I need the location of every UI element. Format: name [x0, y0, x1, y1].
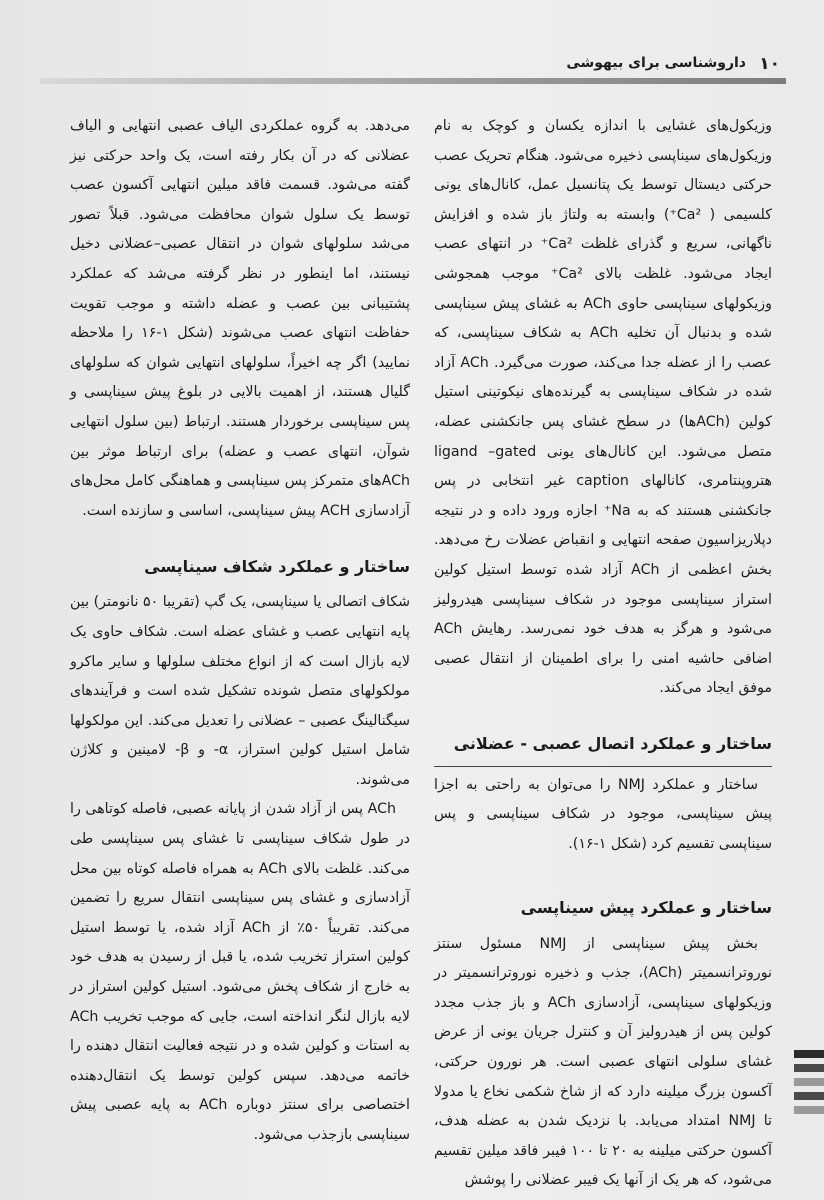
- left-intro-paragraph: می‌دهد. به گروه عملکردی الیاف عصبی انتهایی و الیاف عضلانی که در آن بکار رفته است، یک واحد حرکتی نیز گفته می‌شود. قسمت فاقد میلین انتهایی آکسون عصب توسط یک سلول شوان محافظت می‌شود. قبلاً تصور می‌شد سلولهای شوان در انتقال عصبی–عضلانی دخیل نیستند، اما اینطور در نظر گرفته می‌شد که عملکرد پشتیبانی بین عصب و عضله داشته و موجب تقویت حفاظت انتهای عصب می‌شوند (شکل ۱-۱۶ را ملاحظه نمایید) اگر چه اخیراً، سلولهای انتهایی شوان که سلولهای گلیال هستند، از اهمیت بالایی در بلوغ پیش سیناپسی و پس سیناپسی برخوردار هستند. ارتباط (بین سلول انتهایی شوآن، انتهای عصب و عضله) برای ارتباط موثر بین AChهای متمرکز پس سیناپسی و هماهنگی کامل محل‌های آزادسازی ACH پیش سیناپسی، اساسی و سازنده است.: [70, 118, 410, 519]
- book-title: داروشناسی برای بیهوشی: [566, 55, 746, 71]
- presynaptic-paragraph: بخش پیش سیناپسی از NMJ مسئول سنتز نوروترانسمیتر (ACh)، جذب و ذخیره نوروترانسمیتر در وزیکولهای سیناپسی، آزادسازی ACh و باز جذب مجدد کولین پس از هیدرولیز آن و کنترل جریان یونی از عرض غشای سلولی انتهای عصبی است. هر نورون حرکتی، آکسون بزرگ میلینه دارد که از شاخ شکمی نخاع یا مدولا تا NMJ امتداد می‌یابد. با نزدیک شدن به عضله هدف، آکسون حرکتی میلینه به ۲۰ تا ۱۰۰ فیبر فاقد میلین تقسیم می‌شود، که هر یک از آنها یک فیبر عضلانی را پوشش: [434, 935, 773, 1189]
- right-intro-paragraph: وزیکول‌های غشایی با اندازه یکسان و کوچک به نام وزیکول‌های سیناپسی ذخیره می‌شود. هنگام تحریک عصب حرکتی دیستال توسط یک پتانسیل عمل، کانال‌های یونی کلسیمی ( Ca²⁺) وابسته به ولتاژ باز شده و افزایش ناگهانی، سریع و گذرای غلظت Ca²⁺ در انتهای عصب ایجاد می‌شود. غلظت بالای Ca²⁺ موجب همجوشی وزیکولهای سیناپسی حاوی ACh به غشای پیش سیناپسی شده و بدنبال آن تخلیه ACh به شکاف سیناپسی، که عصب را از عضله جدا می‌کند، صورت می‌گیرد. ACh آزاد شده در شکاف سیناپسی به گیرنده‌های نیکوتینی استیل کولین (AChها) در سطح غشای پس جانکشنی عضله، متصل می‌شود. این کانال‌های یونی ligand –gated هتروپنتامری، کانالهای caption غیر انتخابی در پس جانکشنی هستند که به Na⁺ اجازه ورود داده و در نتیجه دپلاریزاسیون صفحه انتهایی و انقباض عضلات رخ می‌دهد. بخش اعظمی از ACh آزاد شده توسط استیل کولین استراز سیناپسی موجود در شکاف سیناپسی هیدرولیز می‌شود و هرگز به هدف خود نمی‌رسد. رهایش ACh اضافی حاشیه امنی را برای اطمینان از انتقال عصبی موفق ایجاد می‌کند.: [434, 118, 773, 697]
- page-header: [40, 48, 786, 88]
- section-heading-synaptic-cleft: [70, 544, 410, 588]
- page-number: ۱۰: [759, 54, 780, 74]
- section-title-synaptic-cleft: ساختار و عملکرد شکاف سیناپسی: [144, 556, 410, 576]
- left-column: [70, 112, 410, 1151]
- synaptic-cleft-paragraph-1: شکاف اتصالی یا سیناپسی، یک گپ (تقریبا ۵۰ نانومتر) بین پایه انتهایی عصب و غشای عضله است. شکاف حاوی یک لایه بازال است که از انواع مختلف سلولها و سایر ماکرو مولکولهای متصل شونده تشکیل شده است و فرآیندهای سیگنالینگ عصبی – عضلانی را تعدیل می‌کند. این مولکولها شامل استیل کولین استراز، α- و β- لامینین و کلاژن می‌شوند.: [70, 594, 411, 788]
- header-rule: [40, 78, 786, 84]
- nmj-paragraph: ساختار و عملکرد NMJ را می‌توان به راحتی به اجزا پیش سیناپسی، موجود در شکاف سیناپسی و پس سیناپسی تقسیم کرد (شکل ۱-۱۶).: [434, 776, 772, 853]
- section-title-nmj: ساختار و عملکرد اتصال عصبی - عضلانی: [453, 734, 772, 754]
- synaptic-cleft-paragraph-2: ACh پس از آزاد شدن از پایانه عصبی، فاصله کوتاهی را در طول شکاف سیناپسی تا غشای پس سیناپسی طی می‌کند. غلظت بالای ACh به همراه فاصله کوتاه بین محل آزادسازی و غشای پس سیناپسی انتقال سریع را تضمین می‌کند. تقریباً ۵۰٪ از ACh آزاد شده، یا توسط استیل کولین استراز تخریب شده، یا قبل از رسیدن به هدف خود به خارج از شکاف پخش می‌شود. استیل کولین استراز در لایه بازال لنگر انداخته است، جایی که موجب تخریب ACh به استات و کولین شده و در نتیجه فعالیت انتقال دهنده را خاتمه می‌دهد. سپس کولین توسط یک انتقال‌دهنده اختصاصی برای سنتز دوباره ACh به پایه عصبی پیش سیناپسی بازجذب می‌شود.: [70, 801, 410, 1143]
- section-heading-presynaptic: [434, 886, 772, 930]
- right-column: [434, 112, 772, 1196]
- chapter-thumb-tabs: [794, 1050, 824, 1120]
- section-heading-nmj: [434, 722, 772, 767]
- section-title-presynaptic: ساختار و عملکرد پیش سیناپسی: [520, 897, 772, 917]
